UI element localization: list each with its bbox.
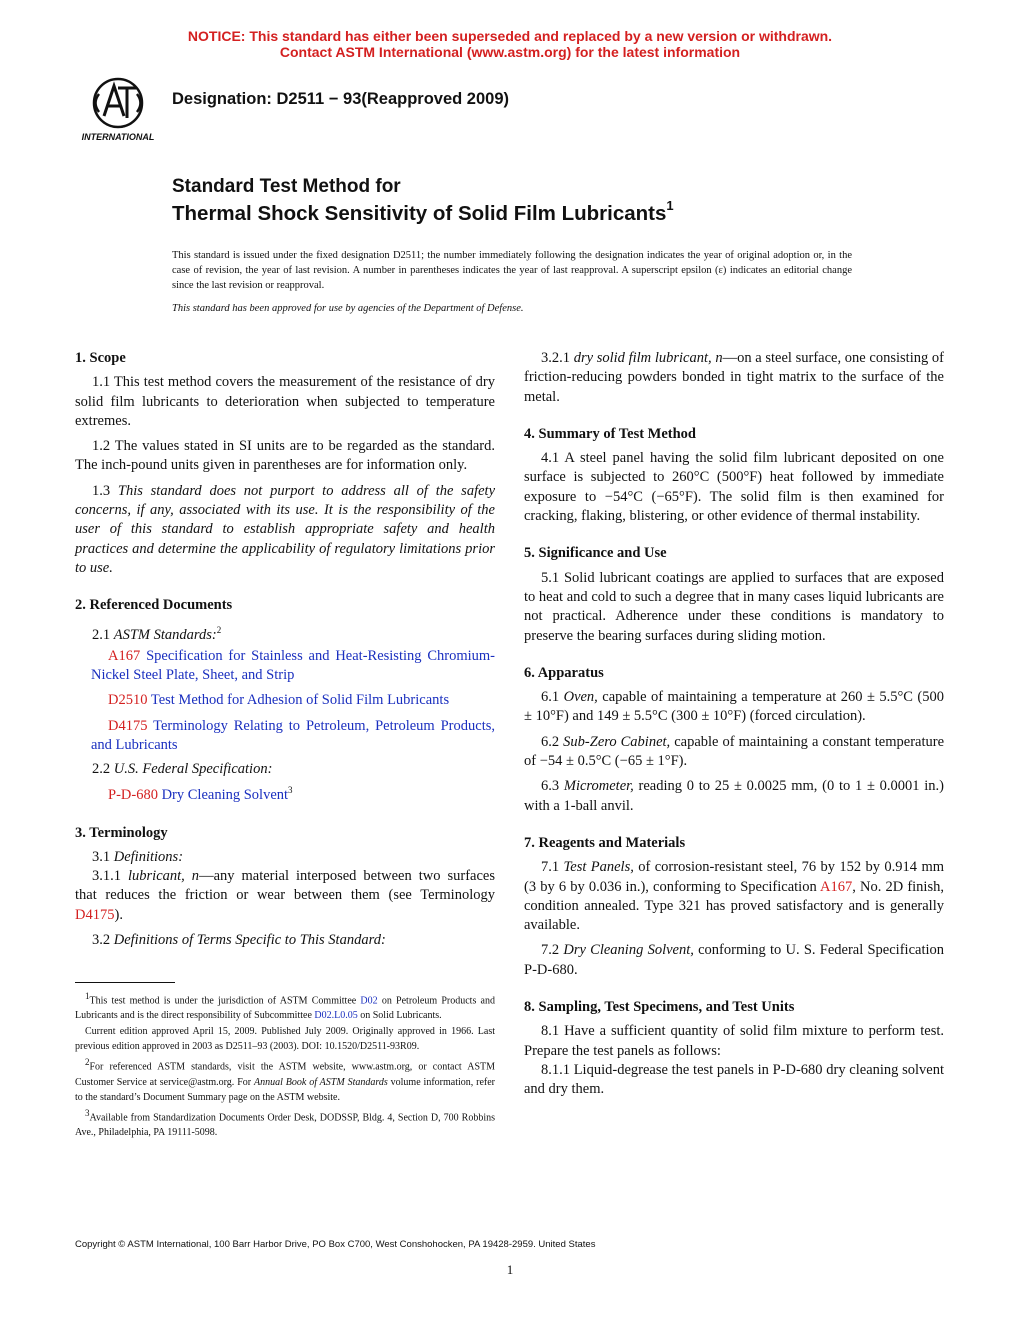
section-summary [524, 425, 944, 526]
section-scope [75, 349, 495, 578]
reag-7-1-term: Test Panels, [563, 859, 634, 876]
title-text: Thermal Shock Sensitivity of Solid Film Lubricants [172, 201, 667, 225]
ref-d4175-title[interactable]: Terminology Relating to Petroleum, Petroleum Products, and Lubricants [91, 717, 495, 753]
footnote-1 [75, 989, 495, 1023]
logo-text: INTERNATIONAL [81, 132, 155, 142]
section-terminology [75, 824, 495, 951]
footnote-1-c: on Solid Lubricants. [357, 1010, 442, 1022]
astm-sup: 2 [216, 624, 222, 635]
footnote-1-b: on Petroleum Products and Lubricants and is the direct responsibility of Subcommittee [75, 995, 495, 1022]
footnote-2 [75, 1055, 495, 1104]
approval-note: This standard has been approved for use by agencies of the Department of Defense. [172, 303, 524, 314]
terminology-3-1-1 [75, 867, 495, 925]
sampling-8-1: 8.1 Have a sufficient quantity of solid film mixture to perform test. Prepare the test panels as follows: [524, 1023, 944, 1059]
reagents-7-2 [524, 941, 944, 980]
footnote-2-mark: 2 [85, 1057, 90, 1068]
right-column [524, 349, 944, 1118]
intro-paragraph: This standard is issued under the fixed designation D2511; the number immediately following the designation indicates the year of original adoption or, in the case of revision, the year of last revision. A number in parentheses indicates the year of last reapproval. A superscript epsilon (ε) indicates an editorial change since the last revision or reapproval. [172, 250, 852, 291]
footnote-1-a: This test method is under the jurisdiction of ASTM Committee [89, 995, 361, 1007]
app-6-2-num: 6.2 [541, 733, 560, 750]
terminology-3-2-1 [524, 349, 944, 407]
footnote-d02-link[interactable]: D02 [360, 995, 378, 1007]
ref-d2510[interactable] [75, 691, 495, 710]
ref-pd680-title[interactable]: Dry Cleaning Solvent [161, 787, 289, 804]
reagents-heading: 7. Reagents and Materials [524, 834, 686, 851]
section-reagents [524, 834, 944, 980]
ref-a167-title[interactable]: Specification for Stainless and Heat-Resisting Chromium-Nickel Steel Plate, Sheet, and Strip [91, 647, 496, 683]
reag-7-2-term: Dry Cleaning Solvent, [563, 942, 694, 959]
apparatus-heading: 6. Apparatus [524, 664, 604, 681]
title-line-2 [172, 200, 674, 226]
summary-heading: 4. Summary of Test Method [524, 425, 696, 442]
apparatus-6-2 [524, 733, 944, 772]
footnote-1-edition: Current edition approved April 15, 2009. Published July 2009. Originally approved in 1966. Last previous edition approved in 2003 as D2511–93 (2003). DOI: 10.1520/D2511-93R09. [75, 1026, 495, 1053]
terminology-3-1 [75, 848, 495, 867]
notice-line-2: Contact ASTM International (www.astm.org) for the latest information [279, 44, 741, 60]
app-6-2-text: capable of maintaining a constant temperature of −54 ± 0.5°C (−65 ± 1°F). [524, 733, 945, 770]
reagents-7-1 [524, 858, 944, 935]
ref-d2510-code[interactable]: D2510 [108, 692, 148, 709]
sampling-8-1-1: 8.1.1 Liquid-degrease the test panels in P-D-680 dry cleaning solvent and dry them. [524, 1061, 944, 1098]
terminology-heading: 3. Terminology [75, 824, 168, 841]
footnote-3-mark: 3 [85, 1107, 90, 1118]
apparatus-6-1 [524, 688, 944, 727]
title-line-1: Standard Test Method for [172, 176, 401, 197]
term-3-1-1-text: —any material interposed between two surfaces that reduces the friction or wear between them (see Terminology [75, 868, 495, 904]
footnote-3-text: Available from Standardization Documents Order Desk, DODSSP, Bldg. 4, Section D, 700 Robbins Ave., Philadelphia, PA 19111-5098. [75, 1111, 495, 1138]
scope-1-3 [75, 482, 495, 578]
app-6-1-text: capable of maintaining a temperature at 260 ± 5.5°C (500 ± 10°F) and 149 ± 5.5°C (300 ± 10°F) (forced circulation). [524, 689, 945, 725]
reag-a167-link[interactable]: A167 [820, 878, 853, 895]
scope-1-2: 1.2 The values stated in SI units are to be regarded as the standard. The inch-pound units given in parentheses are for information only. [75, 438, 495, 474]
app-6-3-text: reading 0 to 25 ± 0.0025 mm, (0 to 1 ± 0.0001 in.) with a 1-ball anvil. [524, 778, 944, 814]
federal-spec-label [75, 760, 495, 779]
refdocs-heading: 2. Referenced Documents [75, 597, 233, 614]
reag-7-2-text: conforming to U. S. Federal Specification P-D-680. [524, 942, 944, 978]
astm-standards-label [75, 621, 495, 645]
apparatus-6-3 [524, 777, 944, 816]
term-3-1-1-end: ). [114, 906, 123, 923]
fed-label: U.S. Federal Specification: [113, 761, 273, 778]
reag-7-1-end: , No. 2D finish, condition annealed. Type 321 has proved satisfactory and is generally available. [524, 878, 944, 934]
notice-banner [0, 28, 1020, 60]
title-footnote-mark: 1 [666, 198, 674, 213]
significance-5-1: 5.1 Solid lubricant coatings are applied to surfaces that are exposed to heat and cold to such a degree that in many cases liquid lubricants are not practical. Adherence under these conditions is mandatory to preserve the bearing surfaces during sliding motion. [524, 569, 944, 644]
footnote-1-mark: 1 [85, 991, 90, 1001]
designation: Designation: D2511 − 93(Reapproved 2009) [172, 90, 510, 108]
term-3-1-1-term: lubricant, n [128, 868, 200, 885]
fed-num: 2.2 [92, 761, 111, 778]
copyright: Copyright © ASTM International, 100 Barr Harbor Drive, PO Box C700, West Conshohocken, PA 19428-2959. United States [75, 1239, 596, 1250]
term-3-1-1-num: 3.1.1 [92, 868, 121, 885]
summary-4-1: 4.1 A steel panel having the solid film lubricant deposited on one surface is subjected to 260°C (500°F) heat followed by immediate exposure to −54°C (−65°F). The solid film is then examined for cracking, flaking, blistering, or other evidence of thermal instability. [524, 450, 944, 525]
app-6-3-term: Micrometer, [563, 778, 634, 795]
ref-pd680-code[interactable]: P-D-680 [108, 787, 158, 804]
footnote-2-a: For referenced ASTM standards, visit the ASTM website, www.astm.org, or contact ASTM Customer Service at service@astm.org. For [75, 1061, 495, 1088]
section-apparatus [524, 664, 944, 816]
notice-line-1: NOTICE: This standard has either been superseded and replaced by a new version or withdrawn. [187, 28, 833, 44]
astm-label: ASTM Standards: [113, 626, 217, 643]
significance-heading: 5. Significance and Use [524, 545, 667, 562]
terminology-3-2 [75, 931, 495, 950]
ref-a167-code[interactable]: A167 [108, 647, 141, 664]
footnote-d02l005-link[interactable]: D02.L0.05 [314, 1010, 358, 1022]
footnote-rule [75, 982, 175, 983]
term-3-1-num: 3.1 [92, 848, 111, 865]
term-3-2-1-term: dry solid film lubricant, n [573, 350, 723, 366]
ref-d4175[interactable] [75, 717, 495, 756]
app-6-2-term: Sub-Zero Cabinet, [563, 733, 671, 750]
term-3-2-label: Definitions of Terms Specific to This Standard: [113, 932, 386, 949]
astm-logo-icon [74, 76, 162, 144]
term-d4175-link[interactable]: D4175 [75, 906, 115, 923]
reag-7-2-num: 7.2 [541, 942, 560, 959]
app-6-1-num: 6.1 [541, 689, 560, 706]
footnote-2-italic: Annual Book of ASTM Standards [253, 1076, 388, 1088]
terminology-continued [524, 349, 944, 407]
term-3-2-num: 3.2 [92, 932, 111, 949]
section-referenced-documents [75, 596, 495, 805]
term-3-1-label: Definitions: [113, 848, 184, 865]
footnote-2-b: volume information, refer to the standard’s Document Summary page on the ASTM website. [75, 1076, 495, 1103]
ref-pd680-sup: 3 [288, 785, 293, 796]
astm-num: 2.1 [92, 626, 111, 643]
ref-d2510-title[interactable]: Test Method for Adhesion of Solid Film Lubricants [150, 692, 450, 709]
left-column [75, 349, 495, 968]
ref-a167[interactable] [75, 647, 495, 686]
term-3-2-1-text: —on a steel surface, one consisting of friction-reducing powders bonded in tight matrix to the surface of the metal. [524, 350, 944, 405]
scope-heading: 1. Scope [75, 350, 126, 366]
ref-d4175-code[interactable]: D4175 [108, 717, 148, 734]
scope-1-3-text: This standard does not purport to address all of the safety concerns, if any, associated with its use. It is the responsibility of the user of this standard to establish appropriate safety and health practices and determine the applicability of regulatory limitations prior to use. [75, 482, 496, 576]
reag-7-1-text: of corrosion-resistant steel, 76 by 152 by 0.914 mm (3 by 6 by 0.036 in.), conforming to Specification [524, 859, 945, 895]
section-significance [524, 544, 944, 645]
sampling-heading: 8. Sampling, Test Specimens, and Test Units [524, 999, 795, 1016]
footnotes [75, 982, 495, 1141]
scope-1-3-num: 1.3 [92, 482, 111, 499]
scope-1-1: 1.1 This test method covers the measurement of the resistance of dry solid film lubricants to deterioration when subjected to temperature extremes. [75, 374, 495, 429]
app-6-1-term: Oven, [563, 689, 598, 706]
footnote-3 [75, 1106, 495, 1140]
reag-7-1-num: 7.1 [541, 859, 560, 876]
term-3-2-1-num: 3.2.1 [541, 350, 570, 366]
page-number: 1 [506, 1262, 514, 1277]
ref-pd680[interactable] [75, 781, 495, 805]
app-6-3-num: 6.3 [541, 778, 560, 795]
section-sampling [524, 998, 944, 1099]
